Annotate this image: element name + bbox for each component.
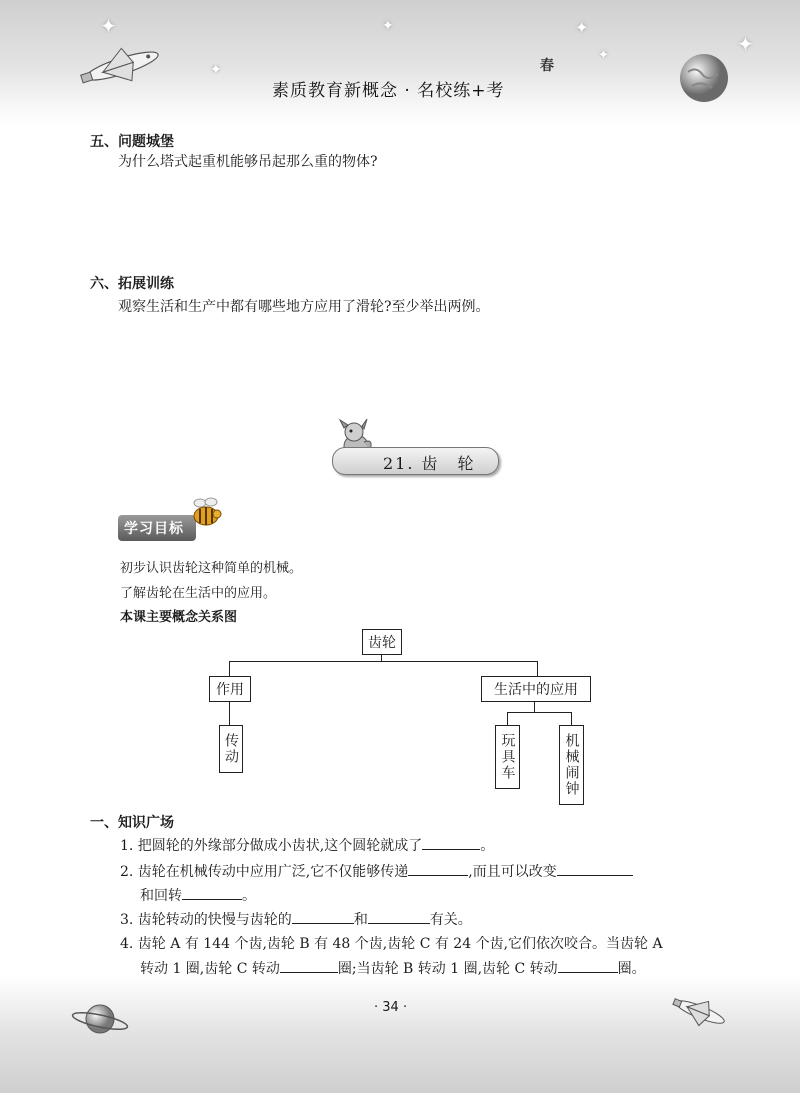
question-4-end: 圈。 [617,961,646,977]
globe-icon [678,52,730,104]
star-icon: ✦ [575,18,589,37]
concept-mechanical-alarm-clock: 机械闹钟 [559,725,584,805]
question-2-cont [140,885,256,905]
question-2-end: 。 [242,888,256,904]
space-shuttle-icon [72,40,167,95]
concept-map-title: 本课主要概念关系图 [120,610,238,625]
concept-toy-car: 玩具车 [495,725,520,789]
question-4-text-c: 圈;当齿轮 B 转动 1 圈,齿轮 C 转动 [337,961,558,977]
section-six-heading: 六、拓展训练 [90,276,174,292]
star-icon: ✦ [210,62,222,78]
question-2-text-c: 和回转 [140,888,182,904]
concept-root-gear: 齿轮 [362,629,402,655]
connector-line [571,712,572,725]
planet-icon [70,998,130,1040]
goal-item-1: 初步认识齿轮这种简单的机械。 [120,561,303,576]
space-shuttle-icon [668,990,733,1035]
answer-blank[interactable] [292,909,354,924]
star-icon: ✦ [598,48,609,63]
connector-line [229,661,230,676]
question-3-text-a: 3. 齿轮转动的快慢与齿轮的 [120,912,292,928]
answer-blank[interactable] [408,861,468,876]
learning-goals-label: 学习目标 [124,521,184,537]
section-six-question: 观察生活和生产中都有哪些地方应用了滑轮?至少举出两例。 [118,299,490,315]
connector-line [537,661,538,676]
question-4 [120,933,663,953]
star-icon: ✦ [737,32,754,56]
connector-line [229,661,537,662]
concept-applications: 生活中的应用 [481,676,591,702]
question-2-text-b: ,而且可以改变 [468,864,557,880]
question-2 [120,861,633,881]
goal-item-2: 了解齿轮在生活中的应用。 [120,586,277,601]
question-4-cont [140,958,646,978]
page-header-title: 素质教育新概念 · 名校练+考 [272,81,505,101]
answer-blank[interactable] [558,958,618,973]
bee-mascot-icon [188,494,224,530]
question-3-end: 有关。 [429,912,472,928]
answer-blank[interactable] [182,885,242,900]
question-3 [120,909,472,929]
concept-transmission: 传动 [219,725,243,773]
connector-line [381,654,382,661]
question-3-text-b: 和 [353,912,368,928]
question-4-text-a: 4. 齿轮 A 有 144 个齿,齿轮 B 有 48 个齿,齿轮 C 有 24 个齿,它们依次咬合。当齿轮 A [120,936,663,952]
page-number: · 34 · [374,1000,408,1015]
lesson-title: 21. 齿 轮 [383,454,476,473]
connector-line [507,712,508,725]
section-five-question: 为什么塔式起重机能够吊起那么重的物体? [118,154,378,170]
answer-blank[interactable] [368,909,430,924]
star-icon: ✦ [100,14,117,38]
answer-blank[interactable] [557,861,633,876]
question-1-text: 1. 把圆轮的外缘部分做成小齿状,这个圆轮就成了 [120,838,423,854]
concept-function: 作用 [209,676,251,702]
answer-blank[interactable] [422,835,480,850]
answer-blank[interactable] [280,958,338,973]
question-4-text-b: 转动 1 圈,齿轮 C 转动 [140,961,280,977]
connector-line [229,701,230,725]
connector-line [534,701,535,712]
connector-line [507,712,571,713]
question-1-end: 。 [480,838,495,854]
question-2-text-a: 2. 齿轮在机械传动中应用广泛,它不仅能够传递 [120,864,409,880]
question-1 [120,835,494,855]
knowledge-section-heading: 一、知识广场 [90,815,174,831]
section-five-heading: 五、问题城堡 [90,134,174,150]
star-icon: ✦ [382,18,394,34]
season-label: 春 [540,58,554,74]
